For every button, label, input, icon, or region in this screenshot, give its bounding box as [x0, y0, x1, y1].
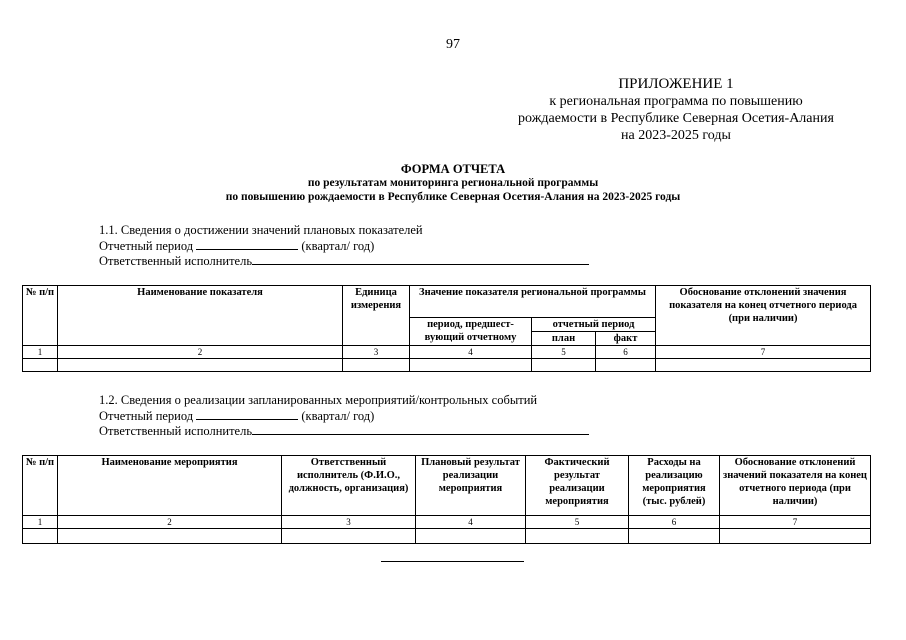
section2-info	[99, 393, 589, 439]
table-cell[interactable]	[416, 529, 526, 544]
table1-h-plan: план	[532, 332, 596, 346]
table1-h-unit: Единица измерения	[343, 286, 410, 346]
table1-h-fact: факт	[596, 332, 656, 346]
table-cell[interactable]	[656, 359, 871, 372]
table-cell[interactable]	[526, 529, 629, 544]
table2-header-row	[23, 456, 871, 516]
table1-number-row	[23, 346, 871, 359]
table2-colnum: 4	[416, 516, 526, 529]
section1-info	[99, 223, 589, 269]
table-cell[interactable]	[596, 359, 656, 372]
section2-executor-field[interactable]	[252, 423, 589, 435]
table-cell[interactable]	[23, 529, 58, 544]
table1-colnum: 2	[58, 346, 343, 359]
appendix-line-2: рождаемости в Республике Северная Осетия-Алания	[518, 111, 834, 126]
table2-colnum: 5	[526, 516, 629, 529]
table-cell[interactable]	[23, 359, 58, 372]
table-cell[interactable]	[629, 529, 720, 544]
section1-heading: 1.1. Сведения о достижении значений плановых показателей	[99, 223, 423, 237]
section1-executor-label: Ответственный исполнитель	[99, 254, 253, 268]
appendix-title: ПРИЛОЖЕНИЕ 1	[618, 76, 734, 92]
table1-colnum: 6	[596, 346, 656, 359]
section1-period-label: Отчетный период	[99, 238, 194, 253]
table1-colnum: 7	[656, 346, 871, 359]
table-cell[interactable]	[343, 359, 410, 372]
section2-period-suffix: (квартал/ год)	[301, 408, 375, 423]
table-cell[interactable]	[720, 529, 871, 544]
table2-colnum: 2	[58, 516, 282, 529]
appendix-block	[480, 76, 872, 144]
section1-period-suffix: (квартал/ год)	[301, 238, 375, 253]
section2-period-field[interactable]	[196, 408, 298, 420]
form-title-line-1: ФОРМА ОТЧЕТА	[400, 162, 506, 176]
table-cell[interactable]	[58, 359, 343, 372]
table2-number-row	[23, 516, 871, 529]
bottom-separator-line	[381, 561, 524, 562]
section2-period-line	[99, 408, 589, 424]
table1-colnum: 4	[410, 346, 532, 359]
table-cell[interactable]	[532, 359, 596, 372]
table1-h-prev: период, предшест-вующий отчетному	[410, 318, 532, 346]
appendix-line-1: к региональная программа по повышению	[549, 94, 803, 109]
table2-h-name: Наименование мероприятия	[58, 456, 282, 516]
table2-colnum: 1	[23, 516, 58, 529]
table1-h-reason: Обоснование отклонений значения показателя на конец отчетного периода (при наличии)	[656, 286, 871, 346]
section2-executor-line	[99, 423, 589, 439]
table2-colnum: 3	[282, 516, 416, 529]
table2-empty-row	[23, 529, 871, 544]
table1-h-num: № п/п	[23, 286, 58, 346]
section2-period-label: Отчетный период	[99, 408, 194, 423]
table-cell[interactable]	[410, 359, 532, 372]
section2-executor-label: Ответственный исполнитель	[99, 424, 253, 438]
indicators-table	[22, 285, 871, 372]
table2-h-num: № п/п	[23, 456, 58, 516]
page-number: 97	[446, 37, 460, 52]
table2-h-actual: Фактический результат реализации мероприятия	[526, 456, 629, 516]
section1-period-field[interactable]	[196, 238, 298, 250]
section2-heading: 1.2. Сведения о реализации запланированных мероприятий/контрольных событий	[99, 393, 538, 407]
form-title-line-3: по повышению рождаемости в Республике Северная Осетия-Алания на 2023-2025 годы	[225, 191, 681, 203]
table1-colnum: 3	[343, 346, 410, 359]
appendix-line-3: на 2023-2025 годы	[621, 128, 731, 143]
section1-executor-line	[99, 253, 589, 269]
form-title	[120, 162, 786, 204]
section1-executor-field[interactable]	[252, 253, 589, 265]
section1-period-line	[99, 238, 589, 254]
table1-colnum: 1	[23, 346, 58, 359]
table1-colnum: 5	[532, 346, 596, 359]
table2-colnum: 6	[629, 516, 720, 529]
table2-h-costs: Расходы на реализацию мероприятия (тыс. рублей)	[629, 456, 720, 516]
table1-header-row-1	[23, 286, 871, 318]
table2-h-executor: Ответственный исполнитель (Ф.И.О., должность, организация)	[282, 456, 416, 516]
table2-h-planned: Плановый результат реализации мероприятия	[416, 456, 526, 516]
table1-h-value: Значение показателя региональной программы	[410, 286, 656, 318]
table1-h-name: Наименование показателя	[58, 286, 343, 346]
table1-h-report: отчетный период	[532, 318, 656, 332]
table2-colnum: 7	[720, 516, 871, 529]
table-cell[interactable]	[282, 529, 416, 544]
table2-h-reason: Обоснование отклонений значений показателя на конец отчетного периода (при наличии)	[720, 456, 871, 516]
table-cell[interactable]	[58, 529, 282, 544]
activities-table	[22, 455, 871, 544]
form-title-line-2: по результатам мониторинга региональной программы	[307, 177, 599, 189]
table1-empty-row	[23, 359, 871, 372]
